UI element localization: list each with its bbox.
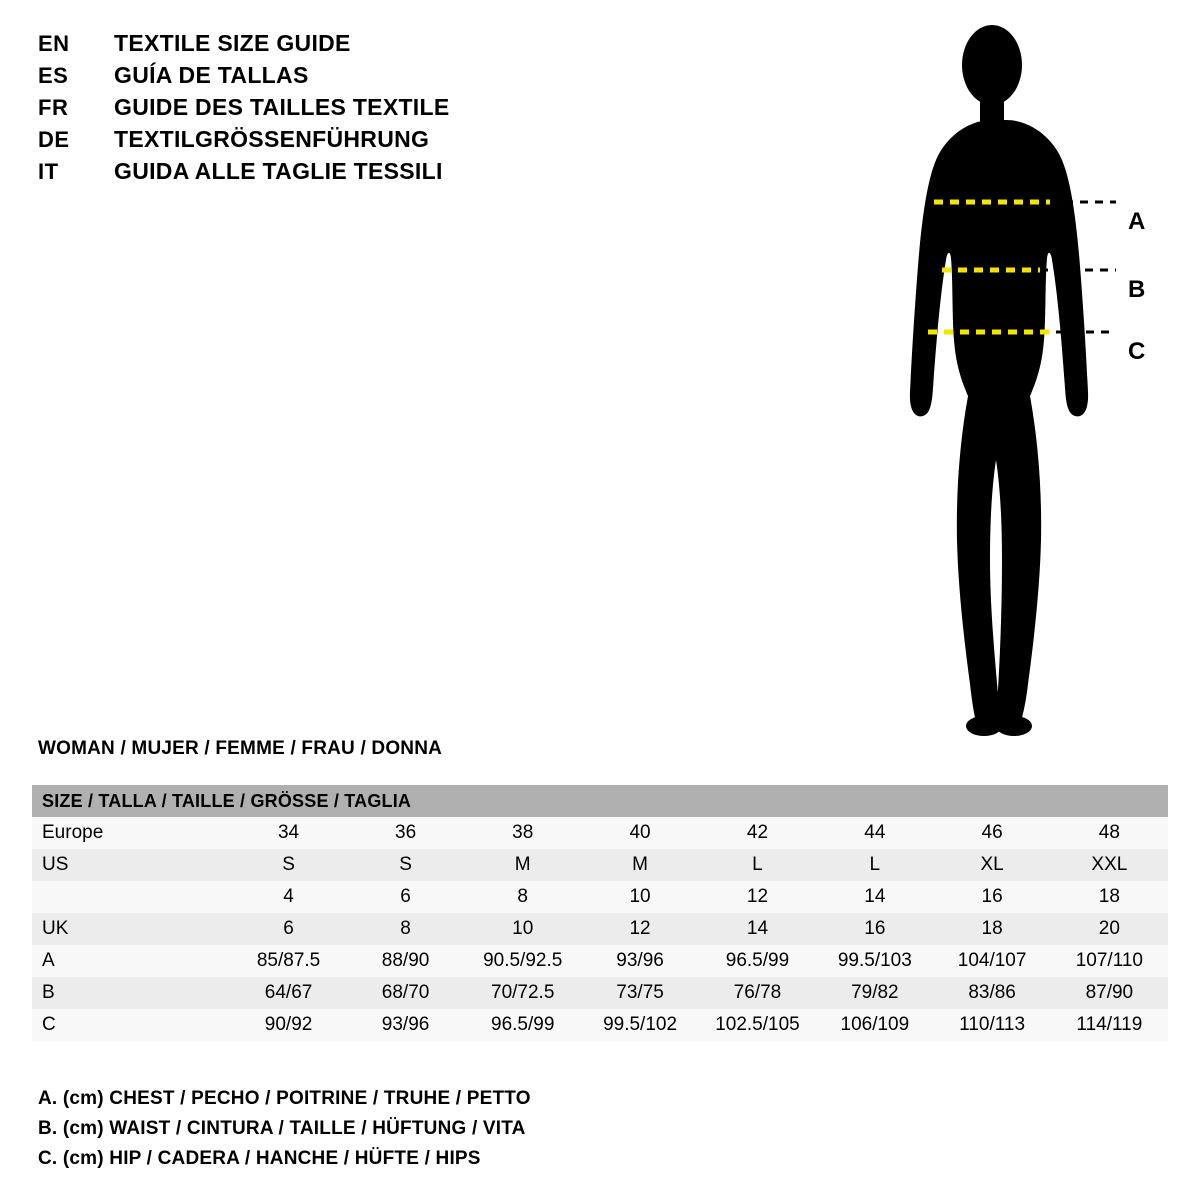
cell-b-2: 70/72.5 bbox=[464, 977, 581, 1009]
cell-usnum-3: 10 bbox=[581, 881, 698, 913]
cell-usnum-1: 6 bbox=[347, 881, 464, 913]
table-row bbox=[32, 977, 1168, 1009]
language-code-es: ES bbox=[38, 63, 69, 88]
language-code-it: IT bbox=[38, 159, 59, 184]
cell-usnum-7: 18 bbox=[1051, 881, 1168, 913]
cell-us-2: M bbox=[464, 849, 581, 881]
table-row bbox=[32, 849, 1168, 881]
cell-usnum-2: 8 bbox=[464, 881, 581, 913]
table-section-title: WOMAN / MUJER / FEMME / FRAU / DONNA bbox=[38, 738, 443, 759]
cell-uk-2: 10 bbox=[464, 913, 581, 945]
measure-letter-labels bbox=[1120, 20, 1180, 380]
cell-us-7: XXL bbox=[1051, 849, 1168, 881]
table-header-label: SIZE / TALLA / TAILLE / GRÖSSE / TAGLIA bbox=[32, 785, 1168, 817]
row-label-c: C bbox=[32, 1009, 230, 1041]
title-row bbox=[38, 158, 598, 190]
title-text-en: TEXTILE SIZE GUIDE bbox=[114, 30, 351, 56]
cell-c-7: 114/119 bbox=[1051, 1009, 1168, 1041]
cell-c-6: 110/113 bbox=[934, 1009, 1051, 1041]
cell-usnum-5: 14 bbox=[816, 881, 933, 913]
cell-c-3: 99.5/102 bbox=[581, 1009, 698, 1041]
cell-europe-4: 42 bbox=[699, 817, 816, 849]
cell-usnum-6: 16 bbox=[934, 881, 1051, 913]
title-text-it: GUIDA ALLE TAGLIE TESSILI bbox=[114, 158, 443, 184]
cell-b-1: 68/70 bbox=[347, 977, 464, 1009]
title-block bbox=[38, 30, 598, 190]
cell-a-6: 104/107 bbox=[934, 945, 1051, 977]
title-text-fr: GUIDE DES TAILLES TEXTILE bbox=[114, 94, 450, 120]
table-row bbox=[32, 1009, 1168, 1041]
cell-uk-5: 16 bbox=[816, 913, 933, 945]
cell-us-4: L bbox=[699, 849, 816, 881]
row-label-a: A bbox=[32, 945, 230, 977]
legend-line-c: C. (cm) HIP / CADERA / HANCHE / HÜFTE / HIPS bbox=[38, 1148, 481, 1169]
cell-a-5: 99.5/103 bbox=[816, 945, 933, 977]
cell-uk-3: 12 bbox=[581, 913, 698, 945]
row-label-europe: Europe bbox=[32, 817, 230, 849]
legend-line-a: A. (cm) CHEST / PECHO / POITRINE / TRUHE / PETTO bbox=[38, 1088, 531, 1109]
title-row bbox=[38, 126, 598, 158]
measure-label-b: B bbox=[1128, 276, 1146, 303]
cell-us-5: L bbox=[816, 849, 933, 881]
cell-usnum-0: 4 bbox=[230, 881, 347, 913]
measure-label-c: C bbox=[1128, 338, 1146, 365]
cell-c-2: 96.5/99 bbox=[464, 1009, 581, 1041]
cell-uk-0: 6 bbox=[230, 913, 347, 945]
cell-b-6: 83/86 bbox=[934, 977, 1051, 1009]
cell-uk-4: 14 bbox=[699, 913, 816, 945]
cell-europe-7: 48 bbox=[1051, 817, 1168, 849]
cell-europe-2: 38 bbox=[464, 817, 581, 849]
row-label-uk: UK bbox=[32, 913, 230, 945]
row-label-us-numeric bbox=[32, 881, 230, 913]
cell-usnum-4: 12 bbox=[699, 881, 816, 913]
cell-c-5: 106/109 bbox=[816, 1009, 933, 1041]
cell-b-0: 64/67 bbox=[230, 977, 347, 1009]
cell-us-1: S bbox=[347, 849, 464, 881]
measure-label-a: A bbox=[1128, 208, 1146, 235]
title-row bbox=[38, 30, 598, 62]
cell-uk-6: 18 bbox=[934, 913, 1051, 945]
language-code-de: DE bbox=[38, 127, 70, 152]
cell-c-1: 93/96 bbox=[347, 1009, 464, 1041]
cell-europe-5: 44 bbox=[816, 817, 933, 849]
title-row bbox=[38, 62, 598, 94]
title-text-es: GUÍA DE TALLAS bbox=[114, 62, 309, 88]
table-row bbox=[32, 817, 1168, 849]
cell-a-1: 88/90 bbox=[347, 945, 464, 977]
cell-a-0: 85/87.5 bbox=[230, 945, 347, 977]
title-row bbox=[38, 94, 598, 126]
cell-uk-1: 8 bbox=[347, 913, 464, 945]
cell-a-2: 90.5/92.5 bbox=[464, 945, 581, 977]
cell-a-4: 96.5/99 bbox=[699, 945, 816, 977]
cell-b-4: 76/78 bbox=[699, 977, 816, 1009]
row-label-b: B bbox=[32, 977, 230, 1009]
cell-europe-0: 34 bbox=[230, 817, 347, 849]
cell-a-7: 107/110 bbox=[1051, 945, 1168, 977]
cell-europe-6: 46 bbox=[934, 817, 1051, 849]
title-text-de: TEXTILGRÖSSENFÜHRUNG bbox=[114, 126, 430, 152]
table-header-row bbox=[32, 785, 1168, 817]
table-row bbox=[32, 881, 1168, 913]
cell-b-5: 79/82 bbox=[816, 977, 933, 1009]
cell-c-4: 102.5/105 bbox=[699, 1009, 816, 1041]
cell-c-0: 90/92 bbox=[230, 1009, 347, 1041]
cell-us-0: S bbox=[230, 849, 347, 881]
size-table bbox=[32, 785, 1168, 1041]
language-code-en: EN bbox=[38, 31, 70, 56]
legend-block bbox=[38, 1088, 738, 1178]
table-row bbox=[32, 945, 1168, 977]
cell-europe-1: 36 bbox=[347, 817, 464, 849]
table-row bbox=[32, 913, 1168, 945]
cell-b-3: 73/75 bbox=[581, 977, 698, 1009]
language-code-fr: FR bbox=[38, 95, 69, 120]
legend-line-b: B. (cm) WAIST / CINTURA / TAILLE / HÜFTUNG / VITA bbox=[38, 1118, 526, 1139]
cell-a-3: 93/96 bbox=[581, 945, 698, 977]
cell-uk-7: 20 bbox=[1051, 913, 1168, 945]
cell-us-3: M bbox=[581, 849, 698, 881]
cell-us-6: XL bbox=[934, 849, 1051, 881]
row-label-us: US bbox=[32, 849, 230, 881]
cell-b-7: 87/90 bbox=[1051, 977, 1168, 1009]
silhouette-shape bbox=[910, 25, 1088, 736]
cell-europe-3: 40 bbox=[581, 817, 698, 849]
